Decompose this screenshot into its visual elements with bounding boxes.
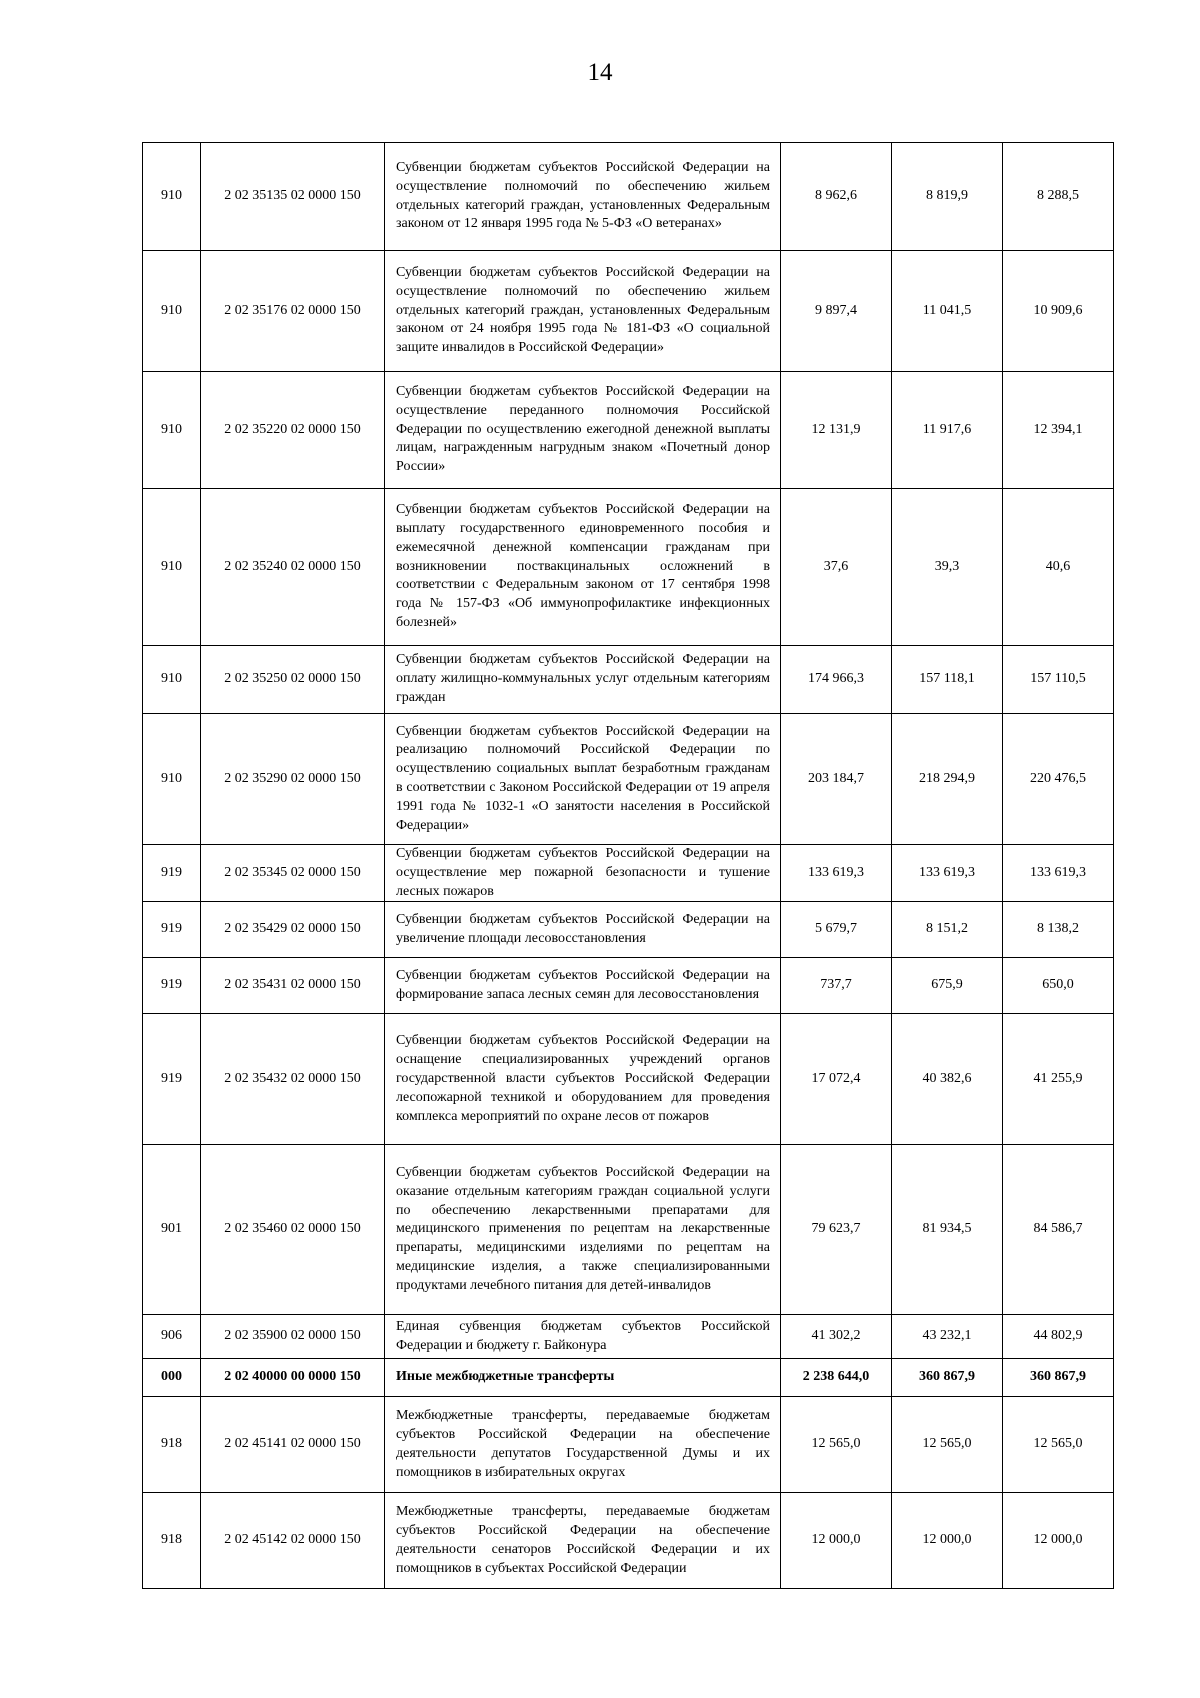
table-row	[143, 1014, 1114, 1145]
amount-year2-cell: 43 232,1	[892, 1315, 1003, 1359]
amount-year3-cell: 84 586,7	[1003, 1145, 1114, 1315]
table-row	[143, 1493, 1114, 1589]
revenue-name-cell: Единая субвенция бюджетам субъектов Российской Федерации и бюджету г. Байконура	[385, 1315, 781, 1359]
amount-year3-cell: 8 288,5	[1003, 143, 1114, 251]
amount-year1-cell: 9 897,4	[781, 251, 892, 372]
amount-year3-cell: 12 565,0	[1003, 1397, 1114, 1493]
admin-code-cell: 919	[143, 958, 201, 1014]
admin-code-cell: 919	[143, 845, 201, 902]
admin-code-cell: 910	[143, 714, 201, 845]
table-row	[143, 646, 1114, 714]
page-number: 14	[587, 59, 613, 86]
amount-year2-cell: 12 000,0	[892, 1493, 1003, 1589]
amount-year1-cell: 2 238 644,0	[781, 1359, 892, 1397]
table-row	[143, 1315, 1114, 1359]
revenue-name-cell: Субвенции бюджетам субъектов Российской Федерации на оснащение специализированных учреждений органов государственной власти субъектов Российской Федерации лесопожарной техникой и оборудованием для проведения комплекса мероприятий по охране лесов от пожаров	[385, 1014, 781, 1145]
amount-year2-cell: 8 819,9	[892, 143, 1003, 251]
amount-year2-cell: 133 619,3	[892, 845, 1003, 902]
budget-classification-code-cell: 2 02 35432 02 0000 150	[201, 1014, 385, 1145]
budget-classification-code-cell: 2 02 35220 02 0000 150	[201, 372, 385, 489]
amount-year2-cell: 12 565,0	[892, 1397, 1003, 1493]
admin-code-cell: 918	[143, 1493, 201, 1589]
admin-code-cell: 910	[143, 251, 201, 372]
table-row	[143, 1397, 1114, 1493]
amount-year1-cell: 5 679,7	[781, 902, 892, 958]
amount-year1-cell: 12 565,0	[781, 1397, 892, 1493]
table-row	[143, 143, 1114, 251]
amount-year1-cell: 41 302,2	[781, 1315, 892, 1359]
table-row	[143, 958, 1114, 1014]
budget-classification-code-cell: 2 02 45141 02 0000 150	[201, 1397, 385, 1493]
revenue-name-cell: Субвенции бюджетам субъектов Российской Федерации на формирование запаса лесных семян для лесовосстановления	[385, 958, 781, 1014]
table-row	[143, 902, 1114, 958]
amount-year2-cell: 8 151,2	[892, 902, 1003, 958]
budget-classification-code-cell: 2 02 35429 02 0000 150	[201, 902, 385, 958]
amount-year3-cell: 157 110,5	[1003, 646, 1114, 714]
admin-code-cell: 000	[143, 1359, 201, 1397]
budget-classification-code-cell: 2 02 35176 02 0000 150	[201, 251, 385, 372]
table-row	[143, 489, 1114, 646]
budget-classification-code-cell: 2 02 35250 02 0000 150	[201, 646, 385, 714]
revenue-name-cell: Субвенции бюджетам субъектов Российской Федерации на оказание отдельным категориям граждан социальной услуги по обеспечению лекарственными препаратами для медицинского применения по рецептам на лекарственные препараты, медицинскими изделиями по рецептам на медицинские изделия, а также специализированными продуктами лечебного питания для детей-инвалидов	[385, 1145, 781, 1315]
admin-code-cell: 919	[143, 902, 201, 958]
amount-year2-cell: 218 294,9	[892, 714, 1003, 845]
budget-classification-code-cell: 2 02 40000 00 0000 150	[201, 1359, 385, 1397]
amount-year1-cell: 79 623,7	[781, 1145, 892, 1315]
amount-year2-cell: 11 041,5	[892, 251, 1003, 372]
amount-year3-cell: 10 909,6	[1003, 251, 1114, 372]
amount-year2-cell: 39,3	[892, 489, 1003, 646]
budget-classification-code-cell: 2 02 35900 02 0000 150	[201, 1315, 385, 1359]
budget-classification-code-cell: 2 02 45142 02 0000 150	[201, 1493, 385, 1589]
amount-year2-cell: 81 934,5	[892, 1145, 1003, 1315]
table-row	[143, 372, 1114, 489]
amount-year2-cell: 675,9	[892, 958, 1003, 1014]
table-row	[143, 1145, 1114, 1315]
amount-year3-cell: 360 867,9	[1003, 1359, 1114, 1397]
amount-year3-cell: 40,6	[1003, 489, 1114, 646]
budget-classification-code-cell: 2 02 35240 02 0000 150	[201, 489, 385, 646]
amount-year1-cell: 37,6	[781, 489, 892, 646]
revenue-name-cell: Субвенции бюджетам субъектов Российской Федерации на осуществление полномочий по обеспечению жильем отдельных категорий граждан, установленных Федеральным законом от 12 января 1995 года № 5-ФЗ «О ветеранах»	[385, 143, 781, 251]
amount-year1-cell: 12 000,0	[781, 1493, 892, 1589]
admin-code-cell: 901	[143, 1145, 201, 1315]
revenue-name-cell: Субвенции бюджетам субъектов Российской Федерации на осуществление мер пожарной безопасности и тушение лесных пожаров	[385, 845, 781, 902]
revenue-name-cell: Субвенции бюджетам субъектов Российской Федерации на осуществление полномочий по обеспечению жильем отдельных категорий граждан, установленных Федеральным законом от 24 ноября 1995 года № 181-ФЗ «О социальной защите инвалидов в Российской Федерации»	[385, 251, 781, 372]
table-row	[143, 251, 1114, 372]
budget-classification-code-cell: 2 02 35135 02 0000 150	[201, 143, 385, 251]
amount-year3-cell: 12 394,1	[1003, 372, 1114, 489]
amount-year1-cell: 17 072,4	[781, 1014, 892, 1145]
admin-code-cell: 919	[143, 1014, 201, 1145]
revenue-name-cell: Субвенции бюджетам субъектов Российской Федерации на увеличение площади лесовосстановления	[385, 902, 781, 958]
amount-year2-cell: 11 917,6	[892, 372, 1003, 489]
amount-year2-cell: 360 867,9	[892, 1359, 1003, 1397]
table-body	[143, 143, 1114, 1589]
admin-code-cell: 910	[143, 646, 201, 714]
admin-code-cell: 910	[143, 143, 201, 251]
amount-year1-cell: 133 619,3	[781, 845, 892, 902]
amount-year3-cell: 220 476,5	[1003, 714, 1114, 845]
amount-year1-cell: 174 966,3	[781, 646, 892, 714]
admin-code-cell: 910	[143, 372, 201, 489]
budget-classification-code-cell: 2 02 35460 02 0000 150	[201, 1145, 385, 1315]
table-row	[143, 714, 1114, 845]
revenue-name-cell: Субвенции бюджетам субъектов Российской Федерации на реализацию полномочий Российской Федерации по осуществлению социальных выплат безработным гражданам в соответствии с Законом Российской Федерации от 19 апреля 1991 года № 1032-1 «О занятости населения в Российской Федерации»	[385, 714, 781, 845]
amount-year1-cell: 12 131,9	[781, 372, 892, 489]
amount-year3-cell: 41 255,9	[1003, 1014, 1114, 1145]
revenue-name-cell: Межбюджетные трансферты, передаваемые бюджетам субъектов Российской Федерации на обеспечение деятельности депутатов Государственной Думы и их помощников в избирательных округах	[385, 1397, 781, 1493]
revenue-name-cell: Иные межбюджетные трансферты	[385, 1359, 781, 1397]
amount-year3-cell: 44 802,9	[1003, 1315, 1114, 1359]
budget-classification-code-cell: 2 02 35290 02 0000 150	[201, 714, 385, 845]
budget-revenue-table	[142, 142, 1114, 1589]
revenue-name-cell: Межбюджетные трансферты, передаваемые бюджетам субъектов Российской Федерации на обеспечение деятельности сенаторов Российской Федерации и их помощников в субъектах Российской Федерации	[385, 1493, 781, 1589]
revenue-name-cell: Субвенции бюджетам субъектов Российской Федерации на выплату государственного единовременного пособия и ежемесячной денежной компенсации гражданам при возникновении поствакцинальных осложнений в соответствии с Федеральным законом от 17 сентября 1998 года № 157-ФЗ «Об иммунопрофилактике инфекционных болезней»	[385, 489, 781, 646]
amount-year3-cell: 12 000,0	[1003, 1493, 1114, 1589]
amount-year2-cell: 40 382,6	[892, 1014, 1003, 1145]
budget-classification-code-cell: 2 02 35431 02 0000 150	[201, 958, 385, 1014]
revenue-name-cell: Субвенции бюджетам субъектов Российской Федерации на оплату жилищно-коммунальных услуг отдельным категориям граждан	[385, 646, 781, 714]
budget-classification-code-cell: 2 02 35345 02 0000 150	[201, 845, 385, 902]
amount-year1-cell: 737,7	[781, 958, 892, 1014]
amount-year2-cell: 157 118,1	[892, 646, 1003, 714]
amount-year1-cell: 203 184,7	[781, 714, 892, 845]
table-row	[143, 845, 1114, 902]
admin-code-cell: 906	[143, 1315, 201, 1359]
admin-code-cell: 910	[143, 489, 201, 646]
revenue-name-cell: Субвенции бюджетам субъектов Российской Федерации на осуществление переданного полномочия Российской Федерации по осуществлению ежегодной денежной выплаты лицам, награжденным нагрудным знаком «Почетный донор России»	[385, 372, 781, 489]
amount-year3-cell: 8 138,2	[1003, 902, 1114, 958]
amount-year1-cell: 8 962,6	[781, 143, 892, 251]
amount-year3-cell: 650,0	[1003, 958, 1114, 1014]
admin-code-cell: 918	[143, 1397, 201, 1493]
amount-year3-cell: 133 619,3	[1003, 845, 1114, 902]
table-row-total	[143, 1359, 1114, 1397]
